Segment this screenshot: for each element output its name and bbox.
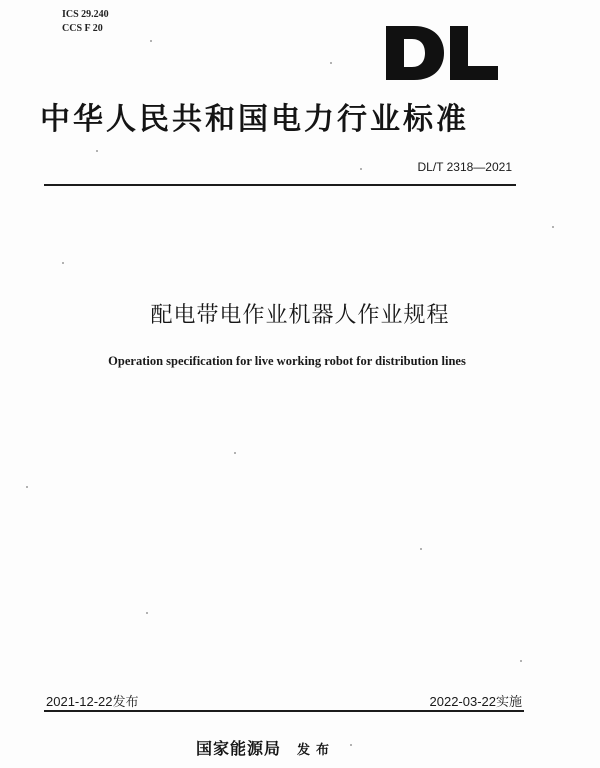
- scan-speck: [146, 612, 148, 614]
- ccs-code: CCS F 20: [62, 23, 103, 34]
- issue-date: 2021-12-22发布: [46, 694, 139, 709]
- classification-codes: [62, 8, 109, 36]
- scan-speck: [234, 452, 236, 454]
- footer-divider: [44, 710, 524, 712]
- dl-logo-letter-l: [450, 26, 498, 80]
- document-title-chinese: 配电带电作业机器人作业规程: [150, 303, 450, 328]
- standard-number: DL/T 2318—2021: [417, 160, 512, 174]
- scan-speck: [420, 548, 422, 550]
- scan-speck: [520, 660, 522, 662]
- scan-speck: [26, 486, 28, 488]
- ics-code: ICS 29.240: [62, 9, 109, 20]
- implementation-date: 2022-03-22实施: [429, 694, 522, 709]
- organization-title: 中华人民共和国电力行业标准: [40, 102, 469, 137]
- document-title-english: Operation specification for live working robot for distribution lines: [108, 354, 466, 368]
- scan-speck: [62, 262, 64, 264]
- scan-speck: [552, 226, 554, 228]
- scan-speck: [330, 62, 332, 64]
- scan-speck: [96, 150, 98, 152]
- dl-logo: [384, 24, 500, 82]
- header-divider: [44, 184, 516, 186]
- publisher-line: [196, 736, 335, 759]
- scan-speck: [350, 744, 352, 746]
- publish-action: 发布: [297, 743, 336, 758]
- publisher-name: 国家能源局: [196, 739, 282, 758]
- dl-logo-letter-d: [386, 26, 444, 80]
- scan-speck: [150, 40, 152, 42]
- scan-speck: [360, 168, 362, 170]
